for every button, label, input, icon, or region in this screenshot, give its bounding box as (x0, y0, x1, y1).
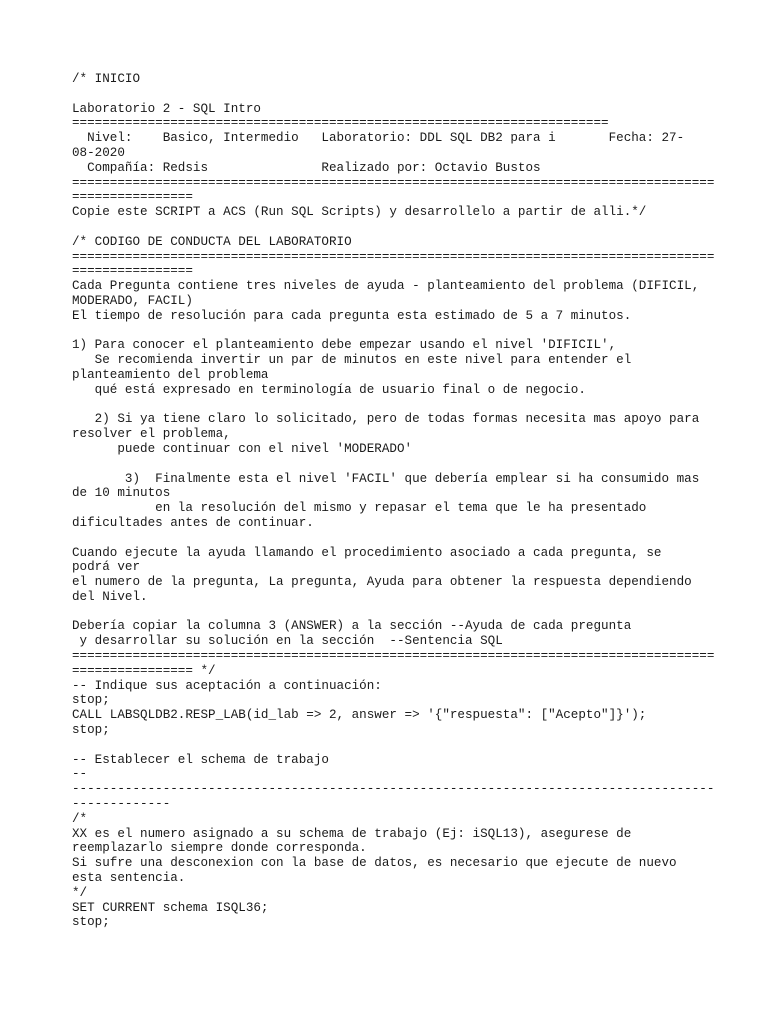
code-line: 08-2020 (72, 145, 125, 160)
code-line (72, 220, 712, 235)
code-line: y desarrollar su solución en la sección --Sentencia SQL (72, 634, 503, 649)
code-line: ===================================================================================== (72, 175, 715, 190)
code-line: stop; (72, 915, 110, 930)
code-line: XX es el numero asignado a su schema de trabajo (Ej: iSQL13), asegurese de (72, 826, 632, 841)
code-line (72, 738, 712, 753)
code-line: podrá ver (72, 560, 141, 575)
code-line: qué está expresado en terminología de usuario final o de negocio. (72, 382, 586, 397)
code-line: ======================================================================= (72, 116, 609, 131)
code-line: de 10 minutos (72, 486, 171, 501)
code-line: ===================================================================================== (72, 649, 715, 664)
code-line (72, 531, 712, 546)
code-line (72, 457, 712, 472)
code-line: MODERADO, FACIL) (72, 293, 193, 308)
code-line: /* (72, 811, 88, 826)
code-line: ================ */ (72, 663, 216, 678)
code-line (72, 398, 712, 413)
code-line: Si sufre una desconexion con la base de datos, es necesario que ejecute de nuevo (72, 856, 677, 871)
code-line: CALL LABSQLDB2.RESP_LAB(id_lab => 2, answer => '{"respuesta": ["Acepto"]}'); (72, 708, 647, 723)
code-line: esta sentencia. (72, 871, 186, 886)
code-line: ================ (72, 264, 193, 279)
code-line: El tiempo de resolución para cada pregunta esta estimado de 5 a 7 minutos. (72, 308, 632, 323)
code-line: /* INICIO (72, 72, 141, 86)
code-line: resolver el problema, (72, 427, 231, 442)
code-line: 3) Finalmente esta el nivel 'FACIL' que debería emplear si ha consumido mas (72, 471, 700, 486)
code-line: Debería copiar la columna 3 (ANSWER) a la sección --Ayuda de cada pregunta (72, 619, 632, 634)
code-line: -- (72, 767, 88, 782)
code-line: Nivel: Basico, Intermedio Laboratorio: DDL SQL DB2 para i Fecha: 27- (72, 131, 685, 146)
code-line: ------------------------------------------------------------------------------------- (72, 782, 715, 797)
code-line (72, 324, 712, 339)
code-line: Cada Pregunta contiene tres niveles de ayuda - planteamiento del problema (DIFICIL, (72, 279, 700, 294)
code-line: en la resolución del mismo y repasar el tema que le ha presentado (72, 501, 647, 516)
document-page (72, 72, 715, 930)
code-line: Se recomienda invertir un par de minutos en este nivel para entender el (72, 353, 632, 368)
code-line: -- Establecer el schema de trabajo (72, 752, 329, 767)
code-line: 2) Si ya tiene claro lo solicitado, pero de todas formas necesita mas apoyo para (72, 412, 700, 427)
code-line: ================ (72, 190, 193, 205)
code-line: SET CURRENT schema ISQL36; (72, 900, 269, 915)
code-line: planteamiento del problema (72, 367, 269, 382)
code-line: dificultades antes de continuar. (72, 515, 314, 530)
code-line: Cuando ejecute la ayuda llamando el procedimiento asociado a cada pregunta, se (72, 545, 662, 560)
code-line: puede continuar con el nivel 'MODERADO' (72, 441, 413, 456)
code-line: -- Indique sus aceptación a continuación: (72, 678, 382, 693)
code-line: ------------- (72, 797, 171, 812)
code-line: stop; (72, 723, 110, 738)
code-line: 1) Para conocer el planteamiento debe empezar usando el nivel 'DIFICIL', (72, 338, 617, 353)
code-line: */ (72, 885, 88, 900)
code-line: Copie este SCRIPT a ACS (Run SQL Scripts) y desarrollelo a partir de alli.*/ (72, 205, 647, 220)
code-line: el numero de la pregunta, La pregunta, Ayuda para obtener la respuesta dependiendo (72, 575, 692, 590)
code-line: Compañía: Redsis Realizado por: Octavio Bustos (72, 160, 541, 175)
code-line (72, 87, 712, 102)
code-line: stop; (72, 693, 110, 708)
code-line (72, 605, 712, 620)
code-line: Laboratorio 2 - SQL Intro (72, 101, 261, 116)
code-line: /* CODIGO DE CONDUCTA DEL LABORATORIO (72, 234, 352, 249)
code-line: ===================================================================================== (72, 249, 715, 264)
code-line: reemplazarlo siempre donde corresponda. (72, 841, 367, 856)
code-line: del Nivel. (72, 589, 148, 604)
